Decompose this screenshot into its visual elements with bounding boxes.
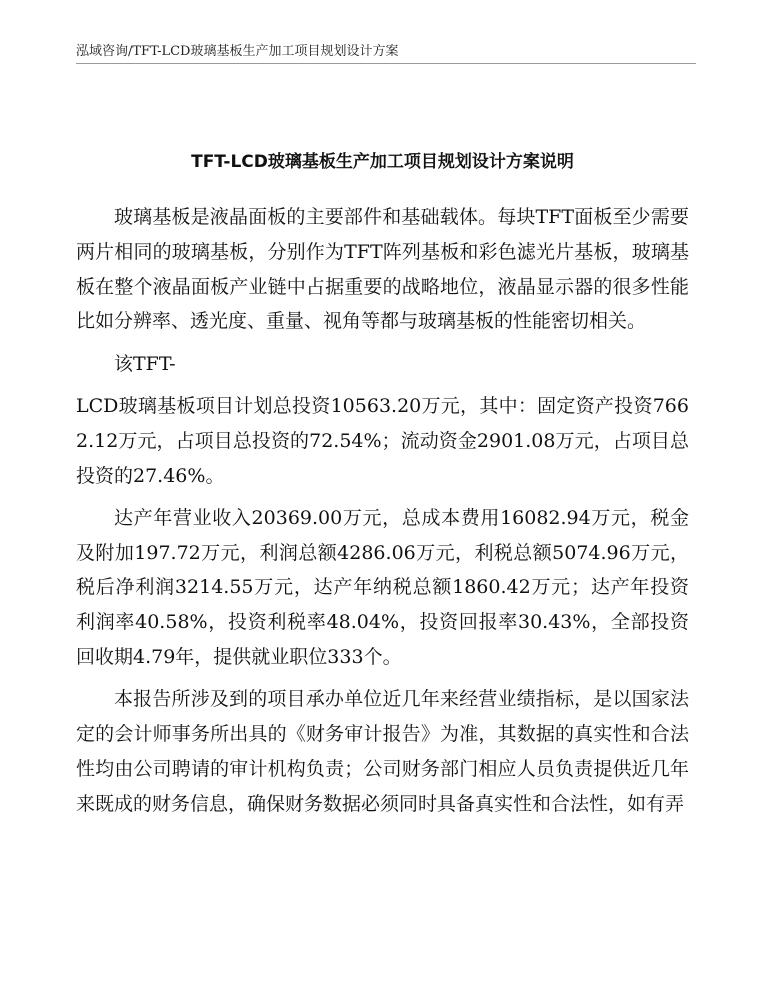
paragraph-intro: 玻璃基板是液晶面板的主要部件和基础载体。每块TFT面板至少需要两片相同的玻璃基板，分别作为TFT阵列基板和彩色滤光片基板，玻璃基板在整个液晶面板产业链中占据重要的战略地位，液晶显示器的很多性能比如分辨率、透光度、重量、视角等都与玻璃基板的性能密切相关。 <box>76 206 689 333</box>
paragraph-investment: LCD玻璃基板项目计划总投资10563.20万元，其中：固定资产投资7662.12万元，占项目总投资的72.54%；流动资金2901.08万元，占项目总投资的27.46%。 <box>76 394 689 487</box>
paragraph-financials: 达产年营业收入20369.00万元，总成本费用16082.94万元，税金及附加197.72万元，利润总额4286.06万元，利税总额5074.96万元，税后净利润3214.55万元，达产年纳税总额1860.42万元；达产年投资利润率40.58%，投资利税率48.04%，投资回报率30.43%，全部投资回收期4.79年，提供就业职位333个。 <box>76 506 689 669</box>
running-header: 泓域咨询/TFT-LCD玻璃基板生产加工项目规划设计方案 <box>76 44 399 59</box>
paragraph-audit: 本报告所涉及到的项目承办单位近几年来经营业绩指标，是以国家法定的会计师事务所出具的《财务审计报告》为准，其数据的真实性和合法性均由公司聘请的审计机构负责；公司财务部门相应人员负责提供近几年来既成的财务信息，确保财务数据必须同时具备真实性和合法性，如有弄 <box>76 688 689 815</box>
paragraph-project-label: 该TFT- <box>114 352 176 375</box>
document-title: TFT-LCD玻璃基板生产加工项目规划设计方案说明 <box>191 152 574 172</box>
header-divider <box>76 63 696 64</box>
document-body <box>76 200 689 829</box>
